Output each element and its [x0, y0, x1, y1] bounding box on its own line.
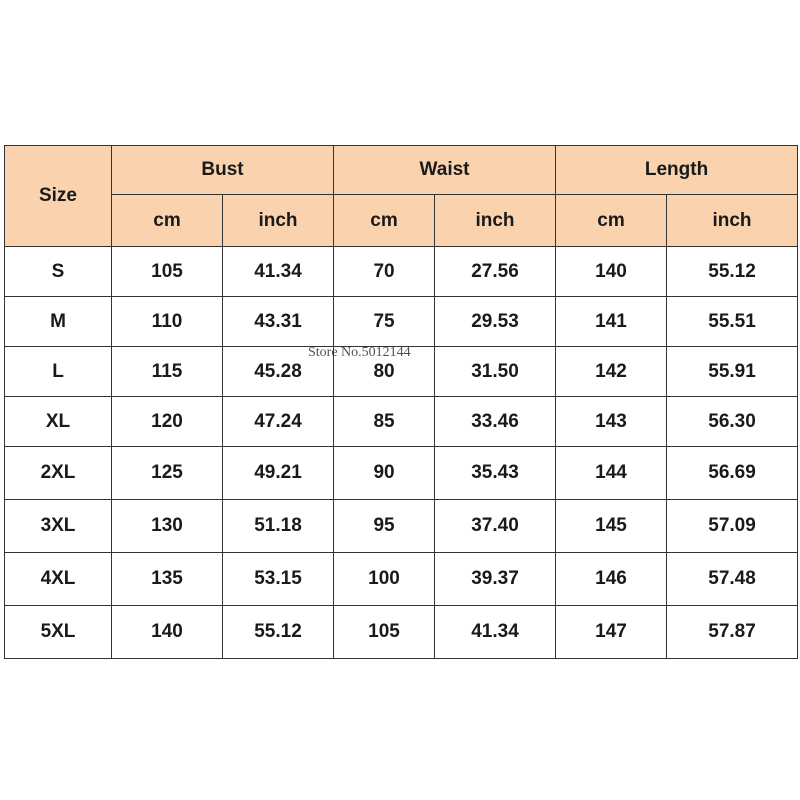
table-body	[5, 247, 798, 659]
waist-cm-cell: 105	[334, 606, 435, 659]
bust-inch-cell: 43.31	[223, 297, 334, 347]
bust-inch-cell: 53.15	[223, 553, 334, 606]
length-cm-header: cm	[556, 195, 667, 247]
length-inch-cell: 55.12	[667, 247, 798, 297]
waist-group-header: Waist	[334, 146, 556, 195]
length-cm-cell: 144	[556, 447, 667, 500]
bust-inch-cell: 51.18	[223, 500, 334, 553]
table-row	[5, 297, 798, 347]
bust-cm-cell: 105	[112, 247, 223, 297]
waist-inch-cell: 41.34	[435, 606, 556, 659]
size-cell: 3XL	[5, 500, 112, 553]
bust-cm-cell: 130	[112, 500, 223, 553]
waist-cm-cell: 85	[334, 397, 435, 447]
waist-cm-cell: 100	[334, 553, 435, 606]
size-chart-table	[4, 145, 798, 659]
bust-inch-cell: 45.28	[223, 347, 334, 397]
waist-inch-cell: 37.40	[435, 500, 556, 553]
length-cm-cell: 142	[556, 347, 667, 397]
waist-inch-cell: 39.37	[435, 553, 556, 606]
waist-cm-cell: 90	[334, 447, 435, 500]
bust-cm-cell: 110	[112, 297, 223, 347]
waist-inch-cell: 35.43	[435, 447, 556, 500]
waist-cm-header: cm	[334, 195, 435, 247]
store-watermark: Store No.5012144	[308, 345, 411, 360]
waist-cm-cell: 70	[334, 247, 435, 297]
bust-cm-cell: 120	[112, 397, 223, 447]
length-cm-cell: 146	[556, 553, 667, 606]
size-column-header: Size	[5, 146, 112, 247]
bust-cm-cell: 140	[112, 606, 223, 659]
size-cell: XL	[5, 397, 112, 447]
size-cell: S	[5, 247, 112, 297]
length-cm-cell: 141	[556, 297, 667, 347]
size-cell: 5XL	[5, 606, 112, 659]
waist-cm-cell: 75	[334, 297, 435, 347]
waist-inch-cell: 27.56	[435, 247, 556, 297]
size-cell: M	[5, 297, 112, 347]
table-row	[5, 347, 798, 397]
table-row	[5, 553, 798, 606]
length-group-header: Length	[556, 146, 798, 195]
length-inch-cell: 55.51	[667, 297, 798, 347]
waist-inch-cell: 29.53	[435, 297, 556, 347]
bust-cm-cell: 125	[112, 447, 223, 500]
length-inch-cell: 56.30	[667, 397, 798, 447]
length-inch-header: inch	[667, 195, 798, 247]
size-cell: L	[5, 347, 112, 397]
table-row	[5, 447, 798, 500]
length-cm-cell: 143	[556, 397, 667, 447]
bust-cm-cell: 115	[112, 347, 223, 397]
bust-inch-cell: 49.21	[223, 447, 334, 500]
length-inch-cell: 57.87	[667, 606, 798, 659]
size-cell: 2XL	[5, 447, 112, 500]
length-inch-cell: 57.48	[667, 553, 798, 606]
bust-cm-cell: 135	[112, 553, 223, 606]
waist-cm-cell: 95	[334, 500, 435, 553]
length-cm-cell: 140	[556, 247, 667, 297]
size-cell: 4XL	[5, 553, 112, 606]
length-cm-cell: 147	[556, 606, 667, 659]
length-inch-cell: 57.09	[667, 500, 798, 553]
bust-cm-header: cm	[112, 195, 223, 247]
table-row	[5, 606, 798, 659]
length-inch-cell: 56.69	[667, 447, 798, 500]
waist-cm-cell: 80	[334, 347, 435, 397]
waist-inch-cell: 33.46	[435, 397, 556, 447]
bust-inch-cell: 47.24	[223, 397, 334, 447]
bust-inch-cell: 41.34	[223, 247, 334, 297]
bust-group-header: Bust	[112, 146, 334, 195]
bust-inch-cell: 55.12	[223, 606, 334, 659]
waist-inch-header: inch	[435, 195, 556, 247]
table-row	[5, 500, 798, 553]
table-row	[5, 397, 798, 447]
bust-inch-header: inch	[223, 195, 334, 247]
length-cm-cell: 145	[556, 500, 667, 553]
waist-inch-cell: 31.50	[435, 347, 556, 397]
length-inch-cell: 55.91	[667, 347, 798, 397]
table-row	[5, 247, 798, 297]
